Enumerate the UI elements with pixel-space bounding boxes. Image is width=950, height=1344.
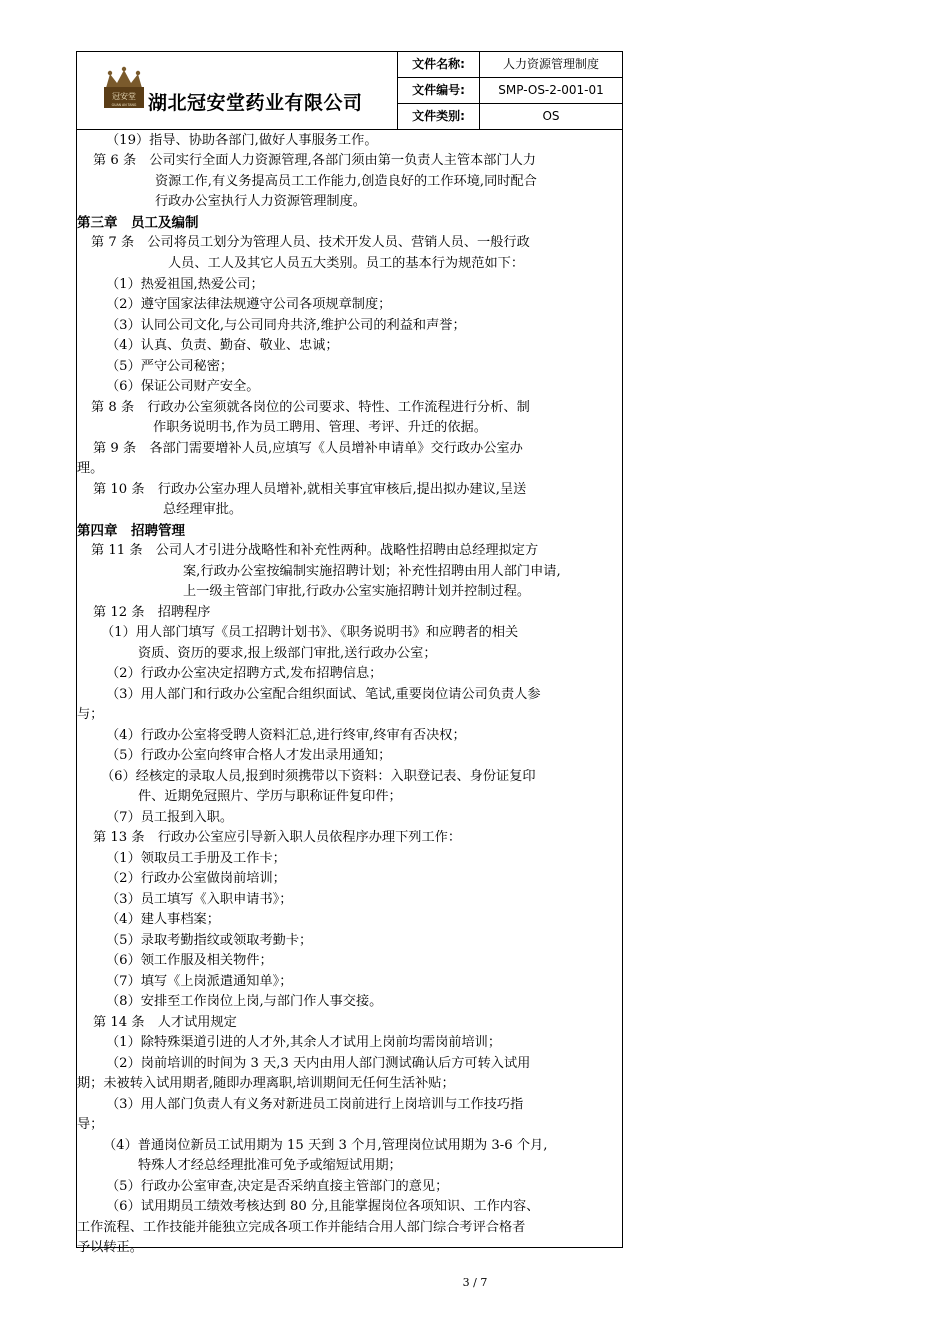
list-item: （1）用人部门填写《员工招聘计划书》、《职务说明书》和应聘者的相关 [101,625,519,640]
list-item: （2）行政办公室做岗前培训； [106,871,286,886]
logo-text: 冠安堂 [112,92,136,101]
list-item: （1）热爱祖国,热爱公司； [106,277,264,292]
list-item: （2）岗前培训的时间为 3 天,3 天内由用人部门测试确认后方可转入试用 [106,1056,531,1071]
list-item: （3）用人部门负责人有义务对新进员工岗前进行上岗培训与工作技巧指 [106,1097,524,1112]
list-item: （7）填写《上岗派遣通知单》； [106,974,293,989]
text-line: 第 14 条 人才试用规定 [93,1015,237,1030]
list-item: （4）建人事档案； [106,912,220,927]
text-line: 第 8 条 行政办公室须就各岗位的公司要求、特性、工作流程进行分析、制 [91,400,530,415]
chapter-heading: 第四章 招聘管理 [77,523,185,539]
list-item: （2）行政办公室决定招聘方式,发布招聘信息； [106,666,383,681]
list-item: （1）领取员工手册及工作卡； [106,851,286,866]
text-line: 第 12 条 招聘程序 [93,605,211,620]
meta-row-number [398,78,622,104]
text-line: 第 6 条 公司实行全面人力资源管理,各部门须由第一负责人主管本部门人力 [93,153,536,168]
meta-label: 文件名称: [398,52,480,77]
text-line: 总经理审批。 [163,502,243,517]
text-line: 工作流程、工作技能并能独立完成各项工作并能结合用人部门综合考评合格者 [77,1220,526,1235]
list-item: （6）经核定的录取人员,报到时须携带以下资料：入职登记表、身份证复印 [101,769,536,784]
list-item: （7）员工报到入职。 [106,810,234,825]
meta-value: SMP-OS-2-001-01 [498,83,604,97]
crown-logo-icon [102,66,146,110]
meta-value: OS [542,109,560,123]
logo-subtext: GUAN AN TANG [111,103,137,107]
text-line: 予以转正。 [77,1240,143,1255]
list-item: （3）员工填写《入职申请书》； [106,892,293,907]
list-item: （6）试用期员工绩效考核达到 80 分,且能掌握岗位各项知识、工作内容、 [106,1199,540,1214]
text-line: 件、近期免冠照片、学历与职称证件复印件； [138,789,402,804]
text-line: 人员、工人及其它人员五大类别。员工的基本行为规范如下： [168,256,525,271]
text-line: 第 11 条 公司人才引进分战略性和补充性两种。战略性招聘由总经理拟定方 [91,543,539,558]
list-item: （4）普通岗位新员工试用期为 15 天到 3 个月,管理岗位试用期为 3-6 个月, [103,1138,548,1153]
text-line: 上一级主管部门审批,行政办公室实施招聘计划并控制过程。 [183,584,531,599]
list-item: （5）严守公司秘密； [106,359,234,374]
text-line: 第 10 条 行政办公室办理人员增补,就相关事宜审核后,提出拟办建议,呈送 [93,482,527,497]
list-item: （6）领工作服及相关物件； [106,953,273,968]
page-number: 3 / 7 [462,1276,488,1289]
text-line: 特殊人才经总经理批准可免予或缩短试用期； [138,1158,402,1173]
list-item: （4）行政办公室将受聘人资料汇总,进行终审,终审有否决权； [106,728,466,743]
meta-label: 文件编号: [398,78,480,103]
text-line: 第 13 条 行政办公室应引导新入职人员依程序办理下列工作： [93,830,462,845]
logo-cell [77,52,398,129]
document-frame [76,51,623,1255]
document-header [77,52,622,130]
text-line: 期；未被转入试用期者,随即办理离职,培训期间无任何生活补贴； [77,1076,455,1091]
list-item: （3）认同公司文化,与公司同舟共济,维护公司的利益和声誉； [106,318,466,333]
meta-value: 人力资源管理制度 [502,57,599,71]
text-line: 资质、资历的要求,报上级部门审批,送行政办公室； [138,646,437,661]
text-line: 第 7 条 公司将员工划分为管理人员、技术开发人员、营销人员、一般行政 [91,235,530,250]
text-line: 导； [77,1117,104,1132]
company-name: 湖北冠安堂药业有限公司 [148,92,363,114]
list-item: （6）保证公司财产安全。 [106,379,260,394]
list-item: （1）除特殊渠道引进的人才外,其余人才试用上岗前均需岗前培训； [106,1035,502,1050]
meta-row-name [398,52,622,78]
list-item: （3）用人部门和行政办公室配合组织面试、笔试,重要岗位请公司负责人参 [106,687,541,702]
text-line: 资源工作,有义务提高员工工作能力,创造良好的工作环境,同时配合 [155,174,537,189]
text-line: 作职务说明书,作为员工聘用、管理、考评、升迁的依据。 [153,420,487,435]
text-line: 第 9 条 各部门需要增补人员,应填写《人员增补申请单》交行政办公室办 [93,441,523,456]
list-item: （2）遵守国家法律法规遵守公司各项规章制度； [106,297,392,312]
text-line: 与； [77,707,104,722]
chapter-heading: 第三章 员工及编制 [77,215,199,231]
list-item: （5）录取考勤指纹或领取考勤卡； [106,933,313,948]
list-item: （5）行政办公室向终审合格人才发出录用通知； [106,748,392,763]
text-line: （19）指导、协助各部门,做好人事服务工作。 [106,133,378,148]
list-item: （5）行政办公室审查,决定是否采纳直接主管部门的意见； [106,1179,449,1194]
text-line: 行政办公室执行人力资源管理制度。 [155,194,366,209]
text-line: 案,行政办公室按编制实施招聘计划；补充性招聘由用人部门申请, [183,564,561,579]
list-item: （8）安排至工作岗位上岗,与部门作人事交接。 [106,994,383,1009]
meta-row-category [398,104,622,129]
list-item: （4）认真、负责、勤奋、敬业、忠诚； [106,338,339,353]
meta-label: 文件类别: [398,104,480,129]
text-line: 理。 [77,461,104,476]
